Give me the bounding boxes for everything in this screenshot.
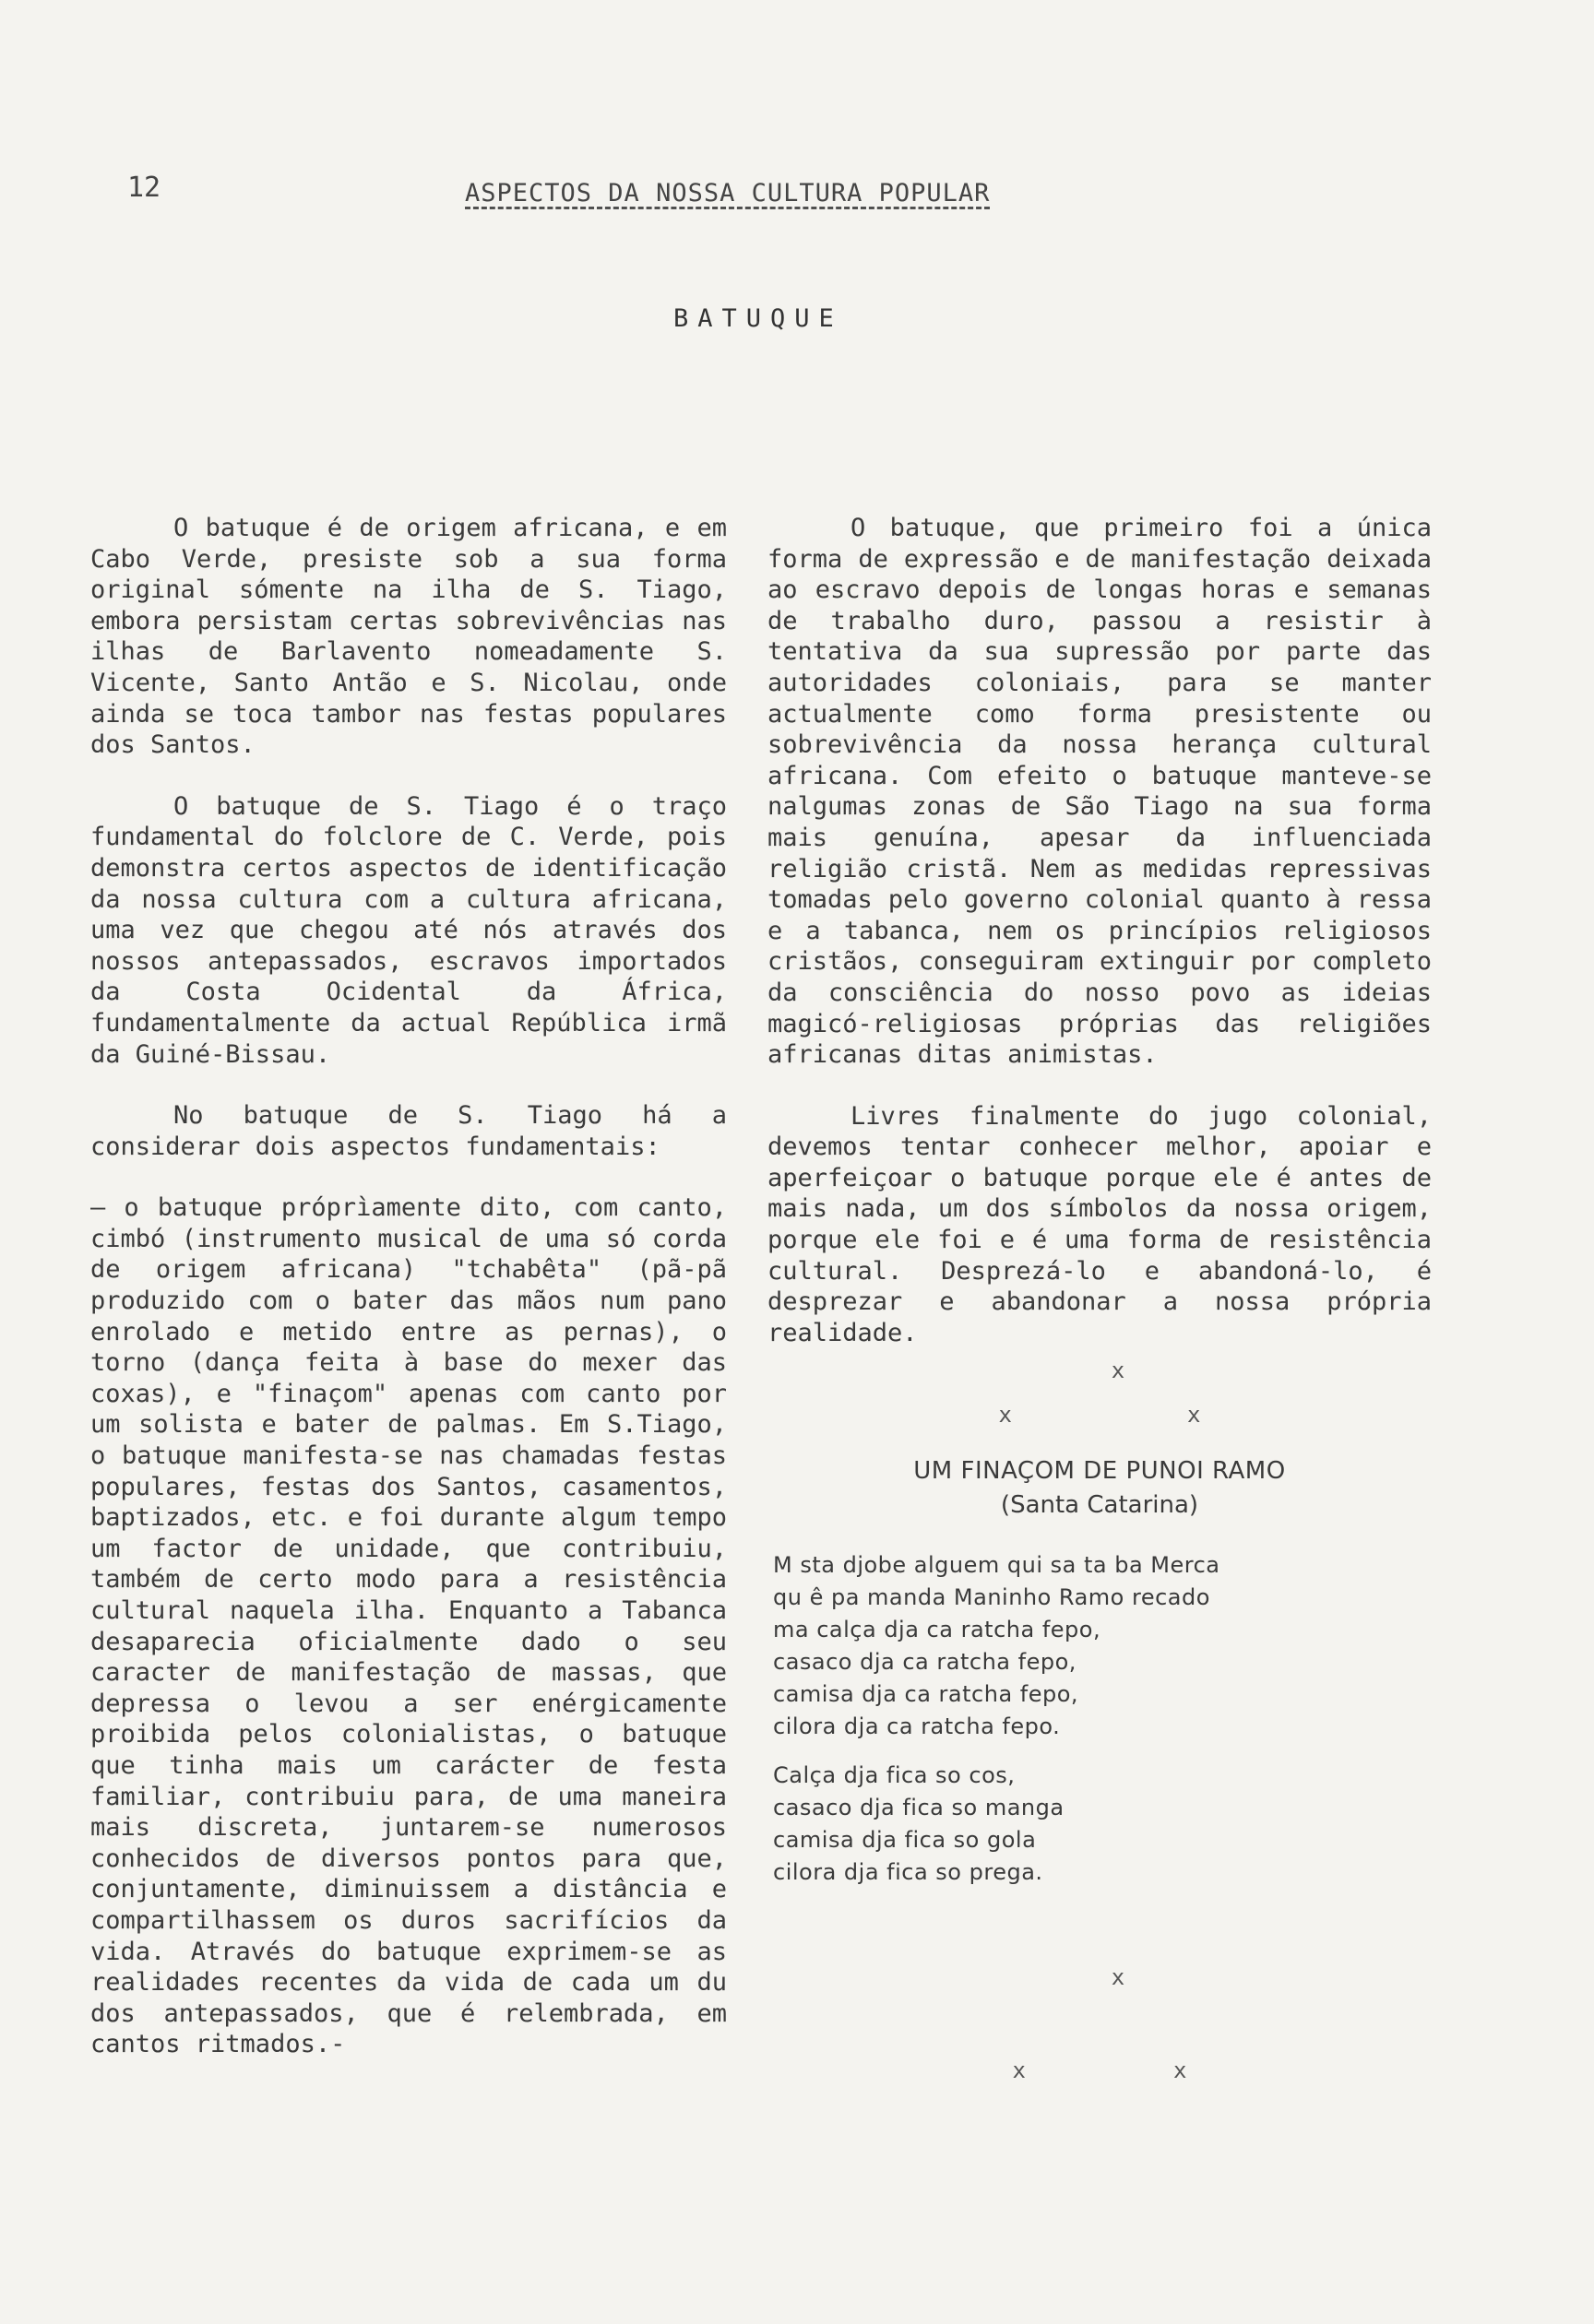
x-mark: x [998, 1402, 1012, 1429]
paragraph: No batuque de S. Tiago há a considerar dois aspectos fundamentais: [90, 1101, 727, 1161]
left-column [90, 513, 727, 2091]
poem-line: ma calça dja ca ratcha fepo, [773, 1616, 1101, 1642]
paragraph: — o batuque próprìamente dito, com canto, cimbó (instrumento musical de uma só corda de origem africana) "tchabêta" (pã-pã produzido com o bater das mãos num pano enrolado e metido entre as pernas), o torno (dança feita à base do mexer das coxas), e "finaçom" apenas com canto por um solista e bater de palmas. Em S.Tiago, o batuque manifesta-se nas chamadas festas populares, festas dos Santos, casamentos, baptizados, etc. e foi durante algum tempo um factor de unidade, que contribuiu, também de certo modo para a resistência cultural naquela ilha. Enquanto a Tabanca desaparecia oficialmente dado o seu caracter de manifestação de massas, que depressa o levou a ser enérgicamente proibida pelos colonialistas, o batuque que tinha mais um carácter de festa familiar, contribuiu para, de uma maneira mais discreta, juntarem-se numerosos conhecidos de diversos pontos para que, conjuntamente, diminuissem a distância e compartilhassem os duros sacrifícios da vida. Através do batuque exprimem-se as realidades recentes da vida de cada um du dos antepassados, que é relembrada, em cantos ritmados.- [90, 1193, 727, 2059]
poem-line: camisa dja fica so gola [773, 1826, 1037, 1853]
poem-line: camisa dja ca ratcha fepo, [773, 1680, 1079, 1707]
poem-line: casaco dja ca ratcha fepo, [773, 1648, 1077, 1675]
x-mark: x [1111, 1358, 1125, 1384]
poem-title: UM FINAÇOM DE PUNOI RAMO [913, 1456, 1286, 1485]
section-title: BATUQUE [673, 304, 843, 333]
poem-line: qu ê pa manda Maninho Ramo recado [773, 1583, 1210, 1610]
poem-line: M sta djobe alguem qui sa ta ba Merca [773, 1551, 1220, 1578]
poem-subtitle: (Santa Catarina) [1000, 1490, 1199, 1519]
separator-marks-top [767, 1356, 1432, 1430]
x-mark: x [1012, 2057, 1026, 2084]
page-number: 12 [127, 172, 161, 204]
x-mark: x [1173, 2057, 1187, 2084]
poem-line: cilora dja ca ratcha fepo. [773, 1713, 1061, 1739]
running-header: ASPECTOS DA NOSSA CULTURA POPULAR [465, 179, 991, 208]
separator-marks-bottom [767, 1962, 1432, 2087]
poem-stanza-1 [773, 1549, 1432, 1743]
paragraph: Livres finalmente do jugo colonial, devemos tentar conhecer melhor, apoiar e aperfeiçoar o batuque porque ele é antes de mais nada, um dos símbolos da nossa origem, porque ele foi e é uma forma de resistência cultural. Desprezá-lo e abandoná-lo, é desprezar e abandonar a nossa própria realidade. [767, 1101, 1432, 1347]
paragraph: O batuque é de origem africana, e em Cabo Verde, presiste sob a sua forma original sómente na ilha de S. Tiago, embora persistam certas sobrevivências nas ilhas de Barlavento nomeadamente S. Vicente, Santo Antão e S. Nicolau, onde ainda se toca tambor nas festas populares dos Santos. [90, 514, 727, 760]
x-mark: x [1111, 1963, 1125, 1990]
right-column [767, 513, 1432, 2087]
poem-line: cilora dja fica so prega. [773, 1858, 1043, 1885]
poem-line: casaco dja fica so manga [773, 1794, 1065, 1820]
paragraph: O batuque de S. Tiago é o traço fundamental do folclore de C. Verde, pois demonstra certos aspectos de identificação da nossa cultura com a cultura africana, uma vez que chegou até nós através dos nossos antepassados, escravos importados da Costa Ocidental da África, fundamentalmente da actual República irmã da Guiné-Bissau. [90, 791, 727, 1069]
x-mark: x [1187, 1402, 1201, 1429]
poem-stanza-2 [773, 1760, 1432, 1889]
poem-line: Calça dja fica so cos, [773, 1761, 1016, 1788]
paragraph: O batuque, que primeiro foi a única forma de expressão e de manifestação deixada ao escravo depois de longas horas e semanas de trabalho duro, passou a resistir à tentativa da sua supressão por parte das autoridades coloniais, para se manter actualmente como forma presistente ou sobrevivência da nossa herança cultural africana. Com efeito o batuque manteve-se nalgumas zonas de São Tiago na sua forma mais genuína, apesar da influenciada religião cristã. Nem as medidas repressivas tomadas pelo governo colonial quanto à ressa e a tabanca, nem os princípios religiosos cristãos, conseguiram extinguir por completo da consciência do nosso povo as ideias magicó-religiosas próprias das religiões africanas ditas animistas. [767, 514, 1432, 1070]
